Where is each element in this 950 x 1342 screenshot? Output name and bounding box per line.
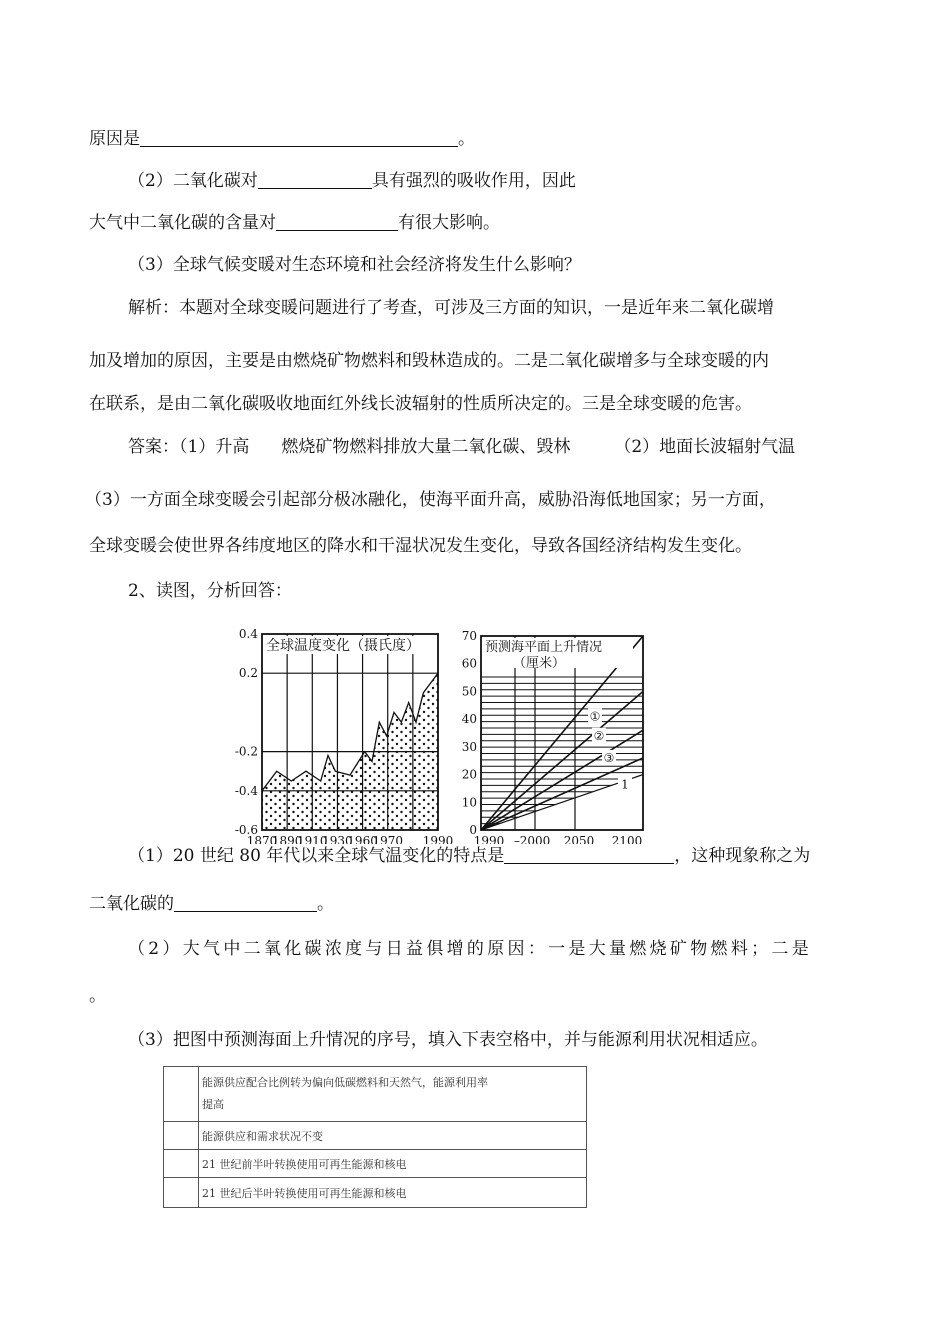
q2-1-text-b: ，这种现象称之为 [674,846,811,866]
y-tick-label: 20 [461,767,477,782]
q1-tail-suffix: 。 [458,129,475,149]
q2-2-justified [128,938,861,960]
sea-title: 预测海平面上升情况 [485,640,603,655]
x-tick-label: 2100 [611,834,643,844]
x-tick-label: 1990 [473,834,505,844]
answer-line-1 [128,436,795,458]
table-text-2: 能源供应和需求状况不变 [199,1122,587,1150]
answer-1b: 燃烧矿物燃料排放大量二氧化碳、毁林 [281,437,571,457]
q2-title: 2、读图，分析回答： [128,581,292,601]
blank-1[interactable] [140,128,458,147]
q2-1-text-c: 二氧化碳的 [89,894,174,914]
answer-2: （2）地面长波辐射气温 [614,437,796,457]
q2-1-text-d: 。 [317,894,334,914]
x-tick-label: 1970 [372,834,403,844]
table-text-cell [199,1067,587,1122]
q2-1-line [128,845,810,867]
y-tick-label: -0.4 [234,783,258,798]
table-row [164,1150,587,1178]
table-text-3: 21 世纪前半叶转换使用可再生能源和核电 [199,1150,587,1178]
table-answer-cell-4[interactable] [164,1178,199,1208]
q1-3: （3）全球气候变暖对生态环境和社会经济将发生什么影响？ [128,255,581,275]
answer-line-2: （3）一方面全球变暖会引起部分极冰融化，使海平面升高，威胁沿海低地国家；另一方面， [85,490,776,510]
x-tick-label: 2050 [563,834,595,844]
blank-5[interactable] [174,893,317,912]
table-row [164,1122,587,1150]
q1-2-text-c: 大气中二氧化碳的含量对 [89,213,276,233]
q2-1-line2 [89,893,334,915]
analysis-line-3: 在联系，是由二氧化碳吸收地面红外线长波辐射的性质所决定的。三是全球变暖的危害。 [89,394,752,414]
sea-ylabel: （厘米） [513,656,566,671]
series-label: ② [593,728,605,743]
table-text-1a: 能源供应配合比例转为偏向低碳燃料和天然气，能源利用率 [202,1076,488,1089]
table-answer-cell-2[interactable] [164,1122,199,1150]
answer-line-3: 全球变暖会使世界各纬度地区的降水和干湿状况发生变化，导致各国经济结构发生变化。 [89,536,752,556]
y-tick-label: 0 [469,823,477,837]
x-tick-label: 1910 [297,834,328,844]
q2-2-line [128,938,861,960]
temperature-chart [235,627,453,844]
x-tick-label: 1870 [246,834,278,844]
analysis-line-1: 解析：本题对全球变暖问题进行了考查，可涉及三方面的知识，一是近年来二氧化碳增 [128,298,774,318]
y-tick-label: -0.2 [234,744,258,759]
analysis-line-2: 加及增加的原因，主要是由燃烧矿物燃料和毁林造成的。二是二氧化碳增多与全球变暖的内 [89,351,769,371]
table-row [164,1178,587,1208]
y-tick-label: 50 [461,684,477,699]
table-answer-cell-3[interactable] [164,1150,199,1178]
q1-2-line2 [89,212,500,234]
x-tick-label: 2000 [519,834,551,844]
blank-4[interactable] [504,845,674,864]
x-tick-label: 1890 [271,834,303,844]
y-tick-label: 10 [461,795,477,810]
table-text-1b: 提高 [202,1098,224,1111]
x-tick-label: 1930 [322,834,353,844]
answer-1: 答案：（1）升高 [128,437,250,457]
x-tick-dash: – [514,834,520,844]
y-tick-label: 0.4 [238,627,258,641]
q2-2-end: 。 [89,986,106,1006]
q1-2-text-a: （2）二氧化碳对 [128,171,258,191]
y-tick-label: 70 [461,629,477,643]
y-tick-label: 30 [461,739,477,754]
q1-tail-prefix: 原因是 [89,129,140,149]
temperature-title: 全球温度变化（摄氏度） [266,638,420,654]
sea-level-chart [462,629,656,844]
table-answer-cell-1[interactable] [164,1067,199,1122]
charts-figure [215,622,665,844]
q1-2-text-b: 具有强烈的吸收作用，因此 [371,171,576,191]
q1-tail [89,128,475,150]
q1-2-text-d: 有很大影响。 [398,213,500,233]
q2-2-text: （2）大气中二氧化碳浓度与日益俱增的原因：一是大量燃烧矿物燃料；二是 [128,939,813,959]
x-tick-label: 1960 [347,834,378,844]
series-label: ① [589,709,601,724]
table-row [164,1067,587,1122]
y-tick-label: 60 [461,656,477,671]
x-tick-label: 1990 [422,834,454,844]
y-tick-label: 40 [461,712,477,727]
q1-2-line1 [128,170,576,192]
energy-table [163,1066,587,1208]
series-label: 1 [621,777,629,792]
y-tick-label: -0.6 [234,823,258,837]
table-text-4: 21 世纪后半叶转换使用可再生能源和核电 [199,1178,587,1208]
blank-3[interactable] [276,212,398,231]
q2-1-text-a: （1）20 世纪 80 年代以来全球气温变化的特点是 [128,846,505,866]
series-label: ③ [603,750,615,765]
q2-3: （3）把图中预测海面上升情况的序号，填入下表空格中，并与能源利用状况相适应。 [128,1030,768,1050]
y-tick-label: 0.2 [238,666,258,681]
blank-2[interactable] [258,170,372,189]
